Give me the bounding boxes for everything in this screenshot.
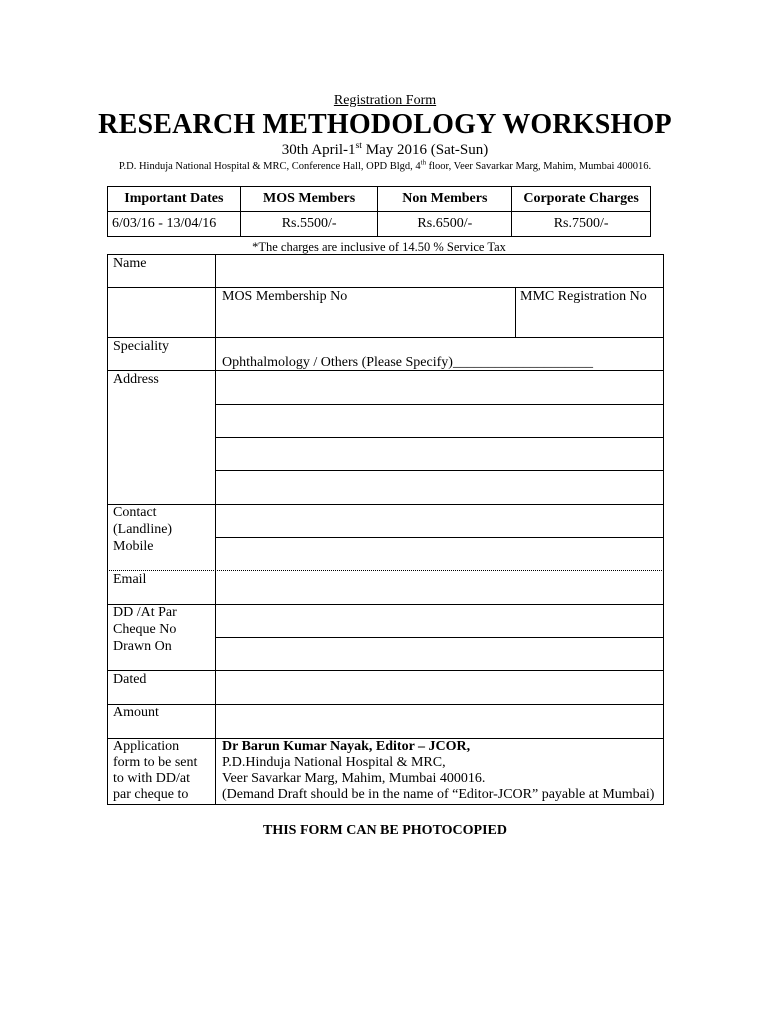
row-rule [107,504,664,505]
workshop-venue: P.D. Hinduja National Hospital & MRC, Conference Hall, OPD Blgd, 4th floor, Veer Savarkar Marg, Mahim, Mumbai 400016. [118,159,652,172]
dd-label: DD /At Par [113,605,177,620]
row-rule [107,704,664,705]
dd-line-rule [215,637,664,638]
speciality-label: Speciality [113,339,169,354]
fees-value-row [108,212,651,237]
mmc-registration-label: MMC Registration No [520,289,647,304]
send-to-name: Dr Barun Kumar Nayak, Editor – JCOR, [222,739,471,754]
application-label: form to be sent [113,755,198,770]
registration-form-label: Registration Form [333,93,437,108]
name-label: Name [113,256,147,271]
fees-cell: Rs.5500/- [240,212,378,237]
mobile-label: Mobile [113,539,154,554]
contact-label-landline: (Landline) [113,522,173,537]
row-rule [107,337,664,338]
address-line-rule [215,470,664,471]
application-label: Application [113,739,180,754]
send-to-street: Veer Savarkar Marg, Mahim, Mumbai 400016. [222,771,486,786]
row-rule [107,670,664,671]
row-rule [107,287,664,288]
speciality-options: Ophthalmology / Others (Please Specify)____________________ [222,355,593,370]
row-rule [107,604,664,605]
fees-cell: Rs.7500/- [512,212,651,237]
address-label: Address [113,372,159,387]
contact-line-rule [215,537,664,538]
tax-note: *The charges are inclusive of 14.50 % Service Tax [252,240,506,254]
workshop-dates: 30th April-1st May 2016 (Sat-Sun) [281,140,489,158]
fees-table [107,186,651,237]
cheque-no-label: Cheque No [113,622,177,637]
dated-label: Dated [113,672,147,687]
photocopy-note: THIS FORM CAN BE PHOTOCOPIED [263,823,507,838]
send-to-dd-note: (Demand Draft should be in the name of “Editor-JCOR” payable at Mumbai) [222,787,655,802]
address-line-rule [215,437,664,438]
mmc-column-divider [515,287,516,337]
contact-label: Contact [113,505,157,520]
application-label: to with DD/at [113,771,190,786]
page-title: RESEARCH METHODOLOGY WORKSHOP [98,109,672,140]
fees-header-cell: Corporate Charges [512,187,651,212]
address-line-rule [215,404,664,405]
application-label: par cheque to [113,787,189,802]
fees-header-cell: MOS Members [240,187,378,212]
row-rule-dotted [107,570,664,571]
fees-cell: Rs.6500/- [378,212,512,237]
mos-membership-label: MOS Membership No [222,289,348,304]
form-border-bottom [107,804,664,805]
email-label: Email [113,572,147,587]
send-to-hospital: P.D.Hinduja National Hospital & MRC, [222,755,446,770]
amount-label: Amount [113,705,159,720]
fees-header-row [108,187,651,212]
form-border-top [107,254,664,255]
registration-form [107,254,664,805]
drawn-on-label: Drawn On [113,639,172,654]
fees-header-cell: Important Dates [108,187,241,212]
fees-cell: 6/03/16 - 13/04/16 [108,212,241,237]
fees-header-cell: Non Members [378,187,512,212]
